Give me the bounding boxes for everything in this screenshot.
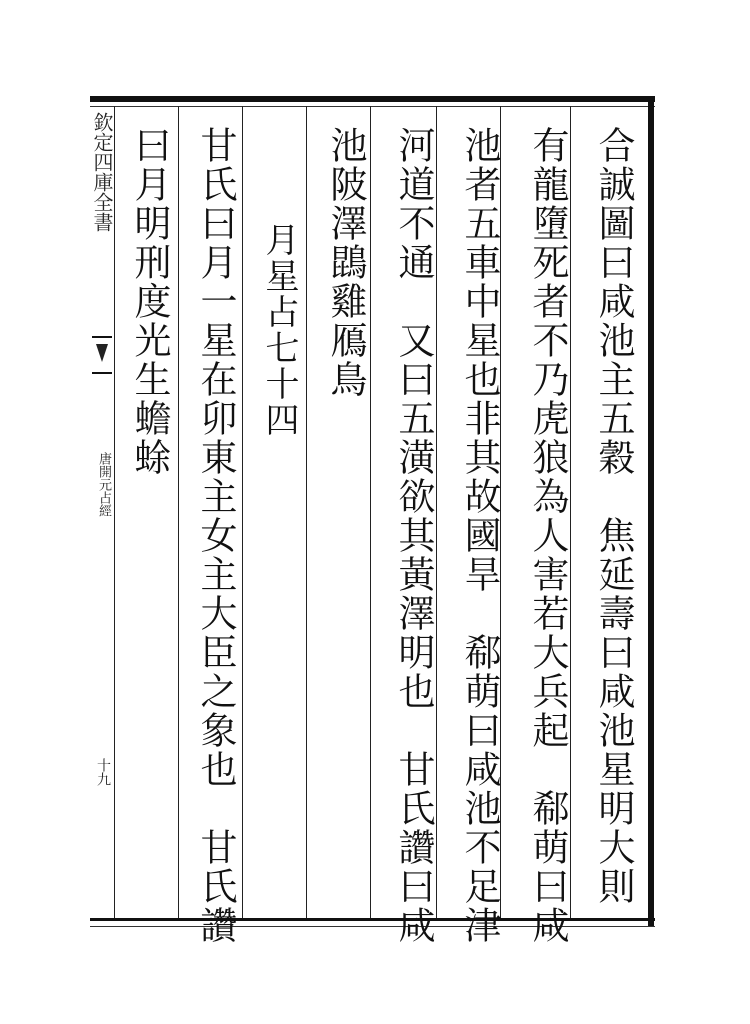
page-frame-right <box>648 96 654 926</box>
margin-page-number: 十九 <box>95 758 111 786</box>
column-rule <box>242 106 243 918</box>
column-rule <box>178 106 179 918</box>
text-column-3: 池者五車中星也非其故國旱 郗萌曰咸池不足津 <box>458 126 501 945</box>
fish-tail-mark <box>92 336 112 374</box>
column-rule <box>306 106 307 918</box>
text-column-2: 有龍墮死者不乃虎狼為人害若大兵起 郗萌曰咸 <box>526 126 569 945</box>
margin-book-title: 欽定四庫全書 <box>90 112 114 232</box>
text-column-4: 河道不通 又曰五潢欲其黃澤明也 甘氏讚曰咸 <box>392 126 435 945</box>
text-column-5: 池陂澤鵾雞鴈鳥 <box>324 126 367 399</box>
text-column-1: 合誠圖曰咸池主五穀 焦延壽曰咸池星明大則 <box>592 126 635 906</box>
margin-chapter: 唐開元占經 <box>96 452 111 517</box>
page-frame-top <box>90 96 655 102</box>
text-column-7: 甘氏曰月一星在卯東主女主大臣之象也 甘氏讚 <box>194 126 237 945</box>
section-heading: 月星占七十四 <box>259 222 299 438</box>
column-rule <box>370 106 371 918</box>
text-column-8: 曰月明刑度光生蟾蜍 <box>128 126 171 477</box>
column-rule <box>114 106 115 918</box>
